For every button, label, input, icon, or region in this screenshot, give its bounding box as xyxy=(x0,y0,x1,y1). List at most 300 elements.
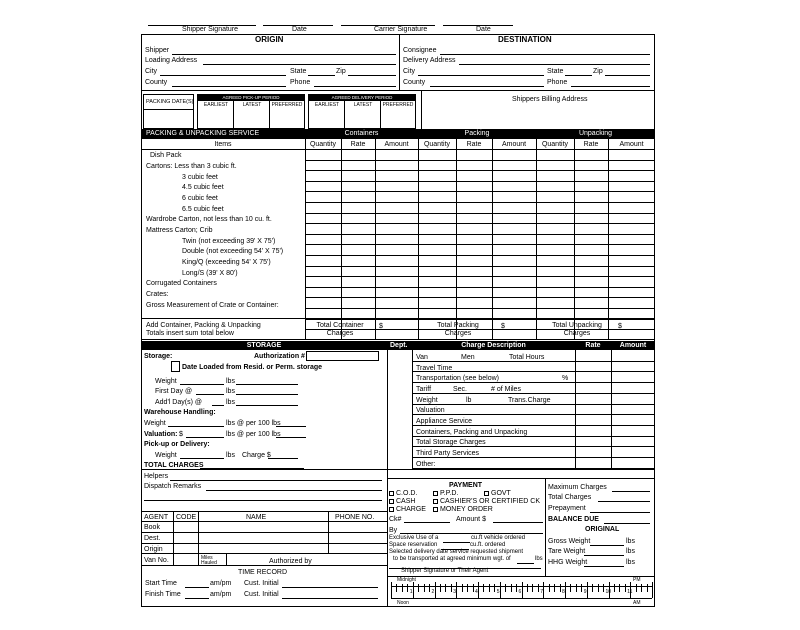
transportation-label: Transportation (see below) xyxy=(416,375,500,382)
grid-row-line xyxy=(412,425,655,426)
exclusive-use-label: Exclusive Use of a xyxy=(389,535,439,541)
ruler-tick xyxy=(636,584,637,592)
start-initial-field[interactable] xyxy=(282,587,378,588)
other-label: Other: xyxy=(416,461,436,468)
lbs-label: lbs xyxy=(626,548,635,555)
date-loaded-checkbox[interactable] xyxy=(171,361,180,372)
midnight-label: Midnight xyxy=(397,577,416,583)
ruler-tick xyxy=(456,582,457,598)
state-field[interactable] xyxy=(565,75,592,76)
lbs-label: lbs xyxy=(535,556,543,562)
grid-row-line xyxy=(412,393,655,394)
ruler-tick xyxy=(527,584,528,592)
men-label: Men xyxy=(461,354,475,361)
dollar-sign: $ xyxy=(379,323,383,330)
total-charges-label: TOTAL CHARGES xyxy=(144,462,204,469)
dispatch-remarks-field[interactable] xyxy=(206,490,382,491)
earliest-label: EARLIEST xyxy=(314,102,340,108)
ruler-tick xyxy=(630,582,631,598)
phone-label: Phone xyxy=(290,79,311,86)
table-row: 6.5 cubic feet xyxy=(182,206,224,213)
ruler-tick xyxy=(478,582,479,598)
addl-days-label: Add'l Day(s) @ xyxy=(155,399,202,406)
zip-field[interactable] xyxy=(605,75,650,76)
grid-row-line xyxy=(412,446,655,447)
percent-label: % xyxy=(562,375,569,382)
ruler-tick xyxy=(603,584,604,592)
hour-label: 1 xyxy=(409,589,413,595)
grid-column-line xyxy=(226,554,227,565)
amount-header: Amount xyxy=(619,342,647,349)
ruler-tick xyxy=(451,584,452,592)
finish-initial-field[interactable] xyxy=(282,598,378,599)
authorization-label: Authorization # xyxy=(254,353,305,360)
ruler-tick xyxy=(500,582,501,598)
date-label: Date xyxy=(292,26,307,33)
lb-label: lb xyxy=(466,397,472,404)
ruler-line xyxy=(391,598,652,599)
ruler-tick xyxy=(402,584,403,592)
grid-row-line xyxy=(387,576,655,577)
hour-label: 11 xyxy=(627,589,633,595)
total-note: Add Container, Packing & Unpacking Totals insert sum total below xyxy=(146,322,261,337)
rate-header: Rate xyxy=(350,141,366,148)
total-hours-label: Total Hours xyxy=(509,354,545,361)
authorization-input[interactable] xyxy=(306,351,379,361)
per100-label: lbs @ per 100 lbs xyxy=(226,420,281,427)
pickup-period-label: AGREED PICK-UP PERIOD xyxy=(222,95,280,100)
weight-label: Weight xyxy=(155,452,177,459)
grid-row-line xyxy=(412,457,655,458)
prepayment-label: Prepayment xyxy=(548,505,586,512)
grid-column-line xyxy=(375,139,376,339)
grid-row-line xyxy=(412,436,655,437)
shipper-signature-label: Shipper Signature xyxy=(182,26,239,33)
cashiers-label: CASHIER'S OR CERTIFIED CK xyxy=(440,498,540,505)
storage-title: STORAGE xyxy=(246,342,282,349)
appliance-label: Appliance Service xyxy=(416,418,473,425)
hour-label: 6 xyxy=(518,589,522,595)
total-containers-label: Total Container Charges xyxy=(316,322,364,337)
valuation-label: Valuation: xyxy=(144,431,178,438)
ruler-tick xyxy=(413,582,414,598)
table-row: Corrugated Containers xyxy=(146,280,217,287)
agent-header: AGENT xyxy=(144,514,169,521)
table-row: Wardrobe Carton, not less than 10 cu. ft. xyxy=(146,216,272,223)
name-header: NAME xyxy=(246,514,267,521)
phone-field[interactable] xyxy=(571,86,650,87)
consignee-label: Consignee xyxy=(403,47,437,54)
pickup-delivery-label: Pick-up or Delivery: xyxy=(144,441,210,448)
am-label: AM xyxy=(633,600,641,606)
zip-field[interactable] xyxy=(348,75,396,76)
phone-header: PHONE NO. xyxy=(335,514,375,521)
money-order-label: MONEY ORDER xyxy=(440,506,493,513)
cash-label: CASH xyxy=(396,498,416,505)
grid-row-line xyxy=(305,297,655,298)
finish-time-label: Finish Time xyxy=(145,591,181,598)
grid-column-line xyxy=(412,350,413,469)
zip-label: Zip xyxy=(336,68,346,75)
first-day-label: First Day @ xyxy=(155,388,193,395)
helpers-label: Helpers xyxy=(144,473,169,480)
warehouse-handling-label: Warehouse Handling: xyxy=(144,409,216,416)
grid-row-line xyxy=(412,382,655,383)
sec-label: Sec. xyxy=(453,386,468,393)
ruler-tick xyxy=(532,584,533,592)
ruler-tick xyxy=(619,584,620,592)
by-label: By xyxy=(389,527,398,534)
miles-hauled-label: Miles Hauled xyxy=(201,555,217,566)
city-label: City xyxy=(145,68,158,75)
grid-row-line xyxy=(305,329,655,330)
hhg-weight-label: HHG Weight xyxy=(548,559,588,566)
containers-label: Containers, Packing and Unpacking xyxy=(416,429,528,436)
selected-delivery-label: Selected delivery date service requested shipment xyxy=(389,549,524,555)
lbs-label: lbs xyxy=(626,538,635,545)
grid-row-line xyxy=(141,521,387,522)
grid-row-line xyxy=(141,318,655,319)
per100-label: lbs @ per 100 lbs xyxy=(226,431,281,438)
dest-label: Dest. xyxy=(144,535,161,542)
total-unpacking-label: Total Unpacking Charges xyxy=(552,322,602,337)
cod-checkbox[interactable] xyxy=(389,491,394,496)
county-field[interactable] xyxy=(430,86,544,87)
ruler-tick xyxy=(483,584,484,592)
ruler-tick xyxy=(538,584,539,592)
time-record-title: TIME RECORD xyxy=(238,569,287,576)
ruler-tick xyxy=(587,582,588,598)
ruler-tick xyxy=(473,584,474,592)
grid-column-line xyxy=(328,511,329,554)
state-field[interactable] xyxy=(308,75,335,76)
balance-due-label: BALANCE DUE xyxy=(548,516,599,523)
grid-column-line xyxy=(341,139,342,339)
valuation-label: Valuation xyxy=(416,407,445,414)
cuft-ordered-label: cu.ft. ordered xyxy=(470,542,506,548)
ruler-tick xyxy=(543,582,544,598)
ruler-tick xyxy=(467,584,468,592)
money-order-checkbox[interactable] xyxy=(433,507,438,512)
grid-row-line xyxy=(305,170,655,171)
grid-row-line xyxy=(305,308,655,309)
tare-weight-label: Tare Weight xyxy=(548,548,586,555)
billing-address-label: Shippers Billing Address xyxy=(512,96,588,103)
rate-header: Rate xyxy=(466,141,482,148)
city-field[interactable] xyxy=(160,75,286,76)
grid-column-line xyxy=(492,139,493,339)
cash-checkbox[interactable] xyxy=(389,499,394,504)
table-row: King/Q (exceeding 54' X 75') xyxy=(182,259,271,266)
delivery-address-field[interactable] xyxy=(459,64,650,65)
preferred-label: PREFERRED xyxy=(271,102,303,108)
tariff-label: Tariff xyxy=(416,386,432,393)
hour-label: 8 xyxy=(562,589,565,595)
quantity-header: Quantity xyxy=(541,141,569,148)
grid-row-line xyxy=(305,244,655,245)
hour-label: 3 xyxy=(453,589,457,595)
travel-time-label: Travel Time xyxy=(416,365,453,372)
table-row: Gross Measurement of Crate or Container: xyxy=(146,302,279,309)
table-row: Mattress Carton; Crib xyxy=(146,227,213,234)
lbs-label: lbs xyxy=(226,378,235,385)
ruler-tick xyxy=(440,584,441,592)
ruler-tick xyxy=(429,584,430,592)
state-label: State xyxy=(290,68,307,75)
ruler-tick xyxy=(489,584,490,592)
origin-title: ORIGIN xyxy=(255,35,284,44)
table-row: Cartons: Less than 3 cubic ft. xyxy=(146,163,237,170)
cashiers-checkbox[interactable] xyxy=(433,499,438,504)
city-label: City xyxy=(403,68,416,75)
grid-column-line xyxy=(305,139,306,339)
county-label: County xyxy=(403,79,426,86)
grid-column-line xyxy=(545,478,546,576)
grid-column-line xyxy=(608,139,609,339)
grid-row-line xyxy=(305,276,655,277)
table-row: 6 cubic feet xyxy=(182,195,218,202)
ruler-tick xyxy=(581,584,582,592)
date-label: Date xyxy=(476,26,491,33)
packing-title: PACKING & UNPACKING SERVICE xyxy=(146,130,260,137)
ruler-tick xyxy=(391,582,392,598)
dollar-sign: $ xyxy=(179,431,183,438)
grid-row-line xyxy=(141,339,655,340)
county-field[interactable] xyxy=(172,86,286,87)
hour-label: 4 xyxy=(475,589,478,595)
ruler-tick xyxy=(418,584,419,592)
ruler-tick xyxy=(652,582,653,598)
lbs-label: lbs xyxy=(226,388,235,395)
ruler-tick xyxy=(494,584,495,592)
carrier-signature-label: Carrier Signature xyxy=(374,26,428,33)
total-charges-label: Total Charges xyxy=(548,494,592,501)
grid-row-line xyxy=(305,266,655,267)
hour-label: 9 xyxy=(583,589,587,595)
cust-initial-label: Cust. Initial xyxy=(244,591,279,598)
am-pm-label: am/pm xyxy=(210,591,232,598)
ruler-tick xyxy=(445,584,446,592)
ruler-tick xyxy=(641,584,642,592)
ruler-tick xyxy=(549,584,550,592)
city-field[interactable] xyxy=(418,75,544,76)
table-row: 4.5 cubic feet xyxy=(182,184,224,191)
grid-row-line xyxy=(305,213,655,214)
ruler-tick xyxy=(565,582,566,598)
state-label: State xyxy=(547,68,564,75)
hour-label: 5 xyxy=(496,589,500,595)
grid-column-line xyxy=(611,350,612,469)
payment-title: PAYMENT xyxy=(449,482,483,489)
max-charges-label: Maximum Charges xyxy=(548,484,607,491)
grid-row-line xyxy=(305,255,655,256)
grid-row-line xyxy=(305,223,655,224)
dept-header: Dept. xyxy=(390,342,408,349)
county-label: County xyxy=(145,79,168,86)
grid-column-line xyxy=(418,139,419,339)
storage-label: Storage: xyxy=(144,353,173,360)
latest-label: LATEST xyxy=(353,102,373,108)
amount-header: Amount xyxy=(619,141,644,148)
dollar-sign: $ xyxy=(618,323,622,330)
pm-label: PM xyxy=(633,577,641,583)
grid-row-line xyxy=(141,532,387,533)
lbs-label: lbs xyxy=(226,452,235,459)
grid-row-line xyxy=(305,181,655,182)
grid-row-line xyxy=(305,202,655,203)
phone-label: Phone xyxy=(547,79,568,86)
start-time-field[interactable] xyxy=(185,587,209,588)
amount-header: Amount xyxy=(384,141,409,148)
ruler-tick xyxy=(424,584,425,592)
agreed-minimum-label: to be transported at agreed minimum wgt. of xyxy=(393,556,511,562)
grid-row-line xyxy=(305,287,655,288)
grid-column-line xyxy=(456,139,457,339)
grid-row-line xyxy=(141,149,655,150)
grid-row-line xyxy=(412,371,655,372)
govt-label: GOVT xyxy=(491,490,511,497)
ruler-tick xyxy=(560,584,561,592)
description-header: Charge Description xyxy=(461,342,526,349)
grid-row-line xyxy=(412,414,655,415)
grid-row-line xyxy=(305,191,655,192)
grid-row-line xyxy=(412,404,655,405)
earliest-label: EARLIEST xyxy=(203,102,229,108)
loading-address-field[interactable] xyxy=(203,64,396,65)
loading-address-label: Loading Address xyxy=(145,57,198,64)
ruler-tick xyxy=(396,584,397,592)
grid-column-line xyxy=(536,139,537,339)
space-reservation-label: Space reservation xyxy=(389,542,438,548)
authorized-by-label: Authorized by xyxy=(269,558,312,565)
grid-row-line xyxy=(412,361,655,362)
lbs-label: lbs xyxy=(626,559,635,566)
ruler-tick xyxy=(516,584,517,592)
weight-label: Weight xyxy=(416,397,438,404)
cust-initial-label: Cust. Initial xyxy=(244,580,279,587)
grid-row-line xyxy=(141,511,387,512)
ppd-label: P.P.D. xyxy=(440,490,459,497)
total-storage-label: Total Storage Charges xyxy=(416,439,486,446)
amount-label: Amount $ xyxy=(456,516,486,523)
original-label: ORIGINAL xyxy=(585,526,620,533)
weight-label: Weight xyxy=(144,420,166,427)
destination-title: DESTINATION xyxy=(498,35,552,44)
hour-label: 10 xyxy=(605,589,612,595)
ruler-tick xyxy=(598,584,599,592)
ruler-tick xyxy=(407,584,408,592)
consignee-field[interactable] xyxy=(440,54,650,55)
trans-charge-label: Trans.Charge xyxy=(508,397,551,404)
grid-column-line xyxy=(387,341,388,607)
total-packing-label: Total Packing Charges xyxy=(437,322,479,337)
third-party-label: Third Party Services xyxy=(416,450,480,457)
table-row: Long/S (39' X 80') xyxy=(182,270,238,277)
ruler-tick xyxy=(570,584,571,592)
hour-label: 2 xyxy=(431,589,435,595)
ruler-tick xyxy=(592,584,593,592)
weight-label: Weight xyxy=(155,378,177,385)
charge-label: CHARGE xyxy=(396,506,426,513)
shipper-signature-agent-label: Shipper Signature or Their Agent xyxy=(401,568,489,574)
grid-row-line xyxy=(305,160,655,161)
rate-header: Rate xyxy=(583,141,599,148)
quantity-header: Quantity xyxy=(423,141,451,148)
grid-row-line xyxy=(141,553,387,554)
govt-checkbox[interactable] xyxy=(484,491,489,496)
delivery-period-label: AGREED DELIVERY PERIOD xyxy=(331,95,393,100)
containers-group-label: Containers xyxy=(344,130,379,137)
packing-group-label: Packing xyxy=(464,130,490,137)
table-row: Crates: xyxy=(146,291,169,298)
grid-column-line xyxy=(574,139,575,339)
quantity-header: Quantity xyxy=(309,141,337,148)
cuft-vehicle-label: cu.ft vehicle ordered xyxy=(471,535,526,541)
date-loaded-label: Date Loaded from Resid. or Perm. storage xyxy=(182,364,323,371)
start-time-label: Start Time xyxy=(145,580,177,587)
grid-row-line xyxy=(387,469,655,470)
table-row: Double (not exceeding 54' X 75') xyxy=(182,248,284,255)
ck-label: Ck# xyxy=(389,516,402,523)
origin-label: Origin xyxy=(144,546,163,553)
book-label: Book xyxy=(144,524,160,531)
van-no-label: Van No. xyxy=(144,557,169,564)
van-label: Van xyxy=(416,354,428,361)
ruler-tick xyxy=(576,584,577,592)
ruler-tick xyxy=(511,584,512,592)
finish-time-field[interactable] xyxy=(185,598,209,599)
grid-row-line xyxy=(141,565,387,566)
shipper-label: Shipper xyxy=(145,47,170,54)
unpacking-group-label: Unpacking xyxy=(578,130,613,137)
ruler-tick xyxy=(625,584,626,592)
noon-label: Noon xyxy=(397,600,409,606)
am-pm-label: am/pm xyxy=(210,580,232,587)
table-row: 3 cubic feet xyxy=(182,174,218,181)
phone-field[interactable] xyxy=(314,86,396,87)
dispatch-remarks-label: Dispatch Remarks xyxy=(144,483,202,490)
code-header: CODE xyxy=(176,514,197,521)
lbs-label: lbs xyxy=(226,399,235,406)
ppd-checkbox[interactable] xyxy=(433,491,438,496)
rate-header: Rate xyxy=(585,342,601,349)
charge-label: Charge $ xyxy=(242,452,271,459)
ruler-tick xyxy=(554,584,555,592)
preferred-label: PREFERRED xyxy=(382,102,414,108)
ruler-tick xyxy=(609,582,610,598)
grid-row-line xyxy=(305,234,655,235)
shipper-field[interactable] xyxy=(172,54,396,55)
items-header: Items xyxy=(214,141,232,148)
hour-label: 7 xyxy=(540,589,544,595)
packing-dates-label: PACKING DATE(S) xyxy=(146,99,194,105)
ruler-tick xyxy=(522,582,523,598)
latest-label: LATEST xyxy=(242,102,262,108)
grid-column-line xyxy=(173,511,174,565)
table-row: Dish Pack xyxy=(150,152,182,159)
grid-column-line xyxy=(198,511,199,565)
amount-header: Amount xyxy=(501,141,527,148)
cod-label: C.O.D. xyxy=(396,490,418,497)
ruler-tick xyxy=(462,584,463,592)
helpers-field[interactable] xyxy=(170,480,382,481)
grid-row-line xyxy=(141,543,387,544)
grid-column-line xyxy=(575,350,576,469)
ruler-tick xyxy=(435,582,436,598)
charge-checkbox[interactable] xyxy=(389,507,394,512)
gross-weight-label: Gross Weight xyxy=(548,538,591,545)
table-row: Twin (not exceeding 39' X 75') xyxy=(182,238,276,245)
